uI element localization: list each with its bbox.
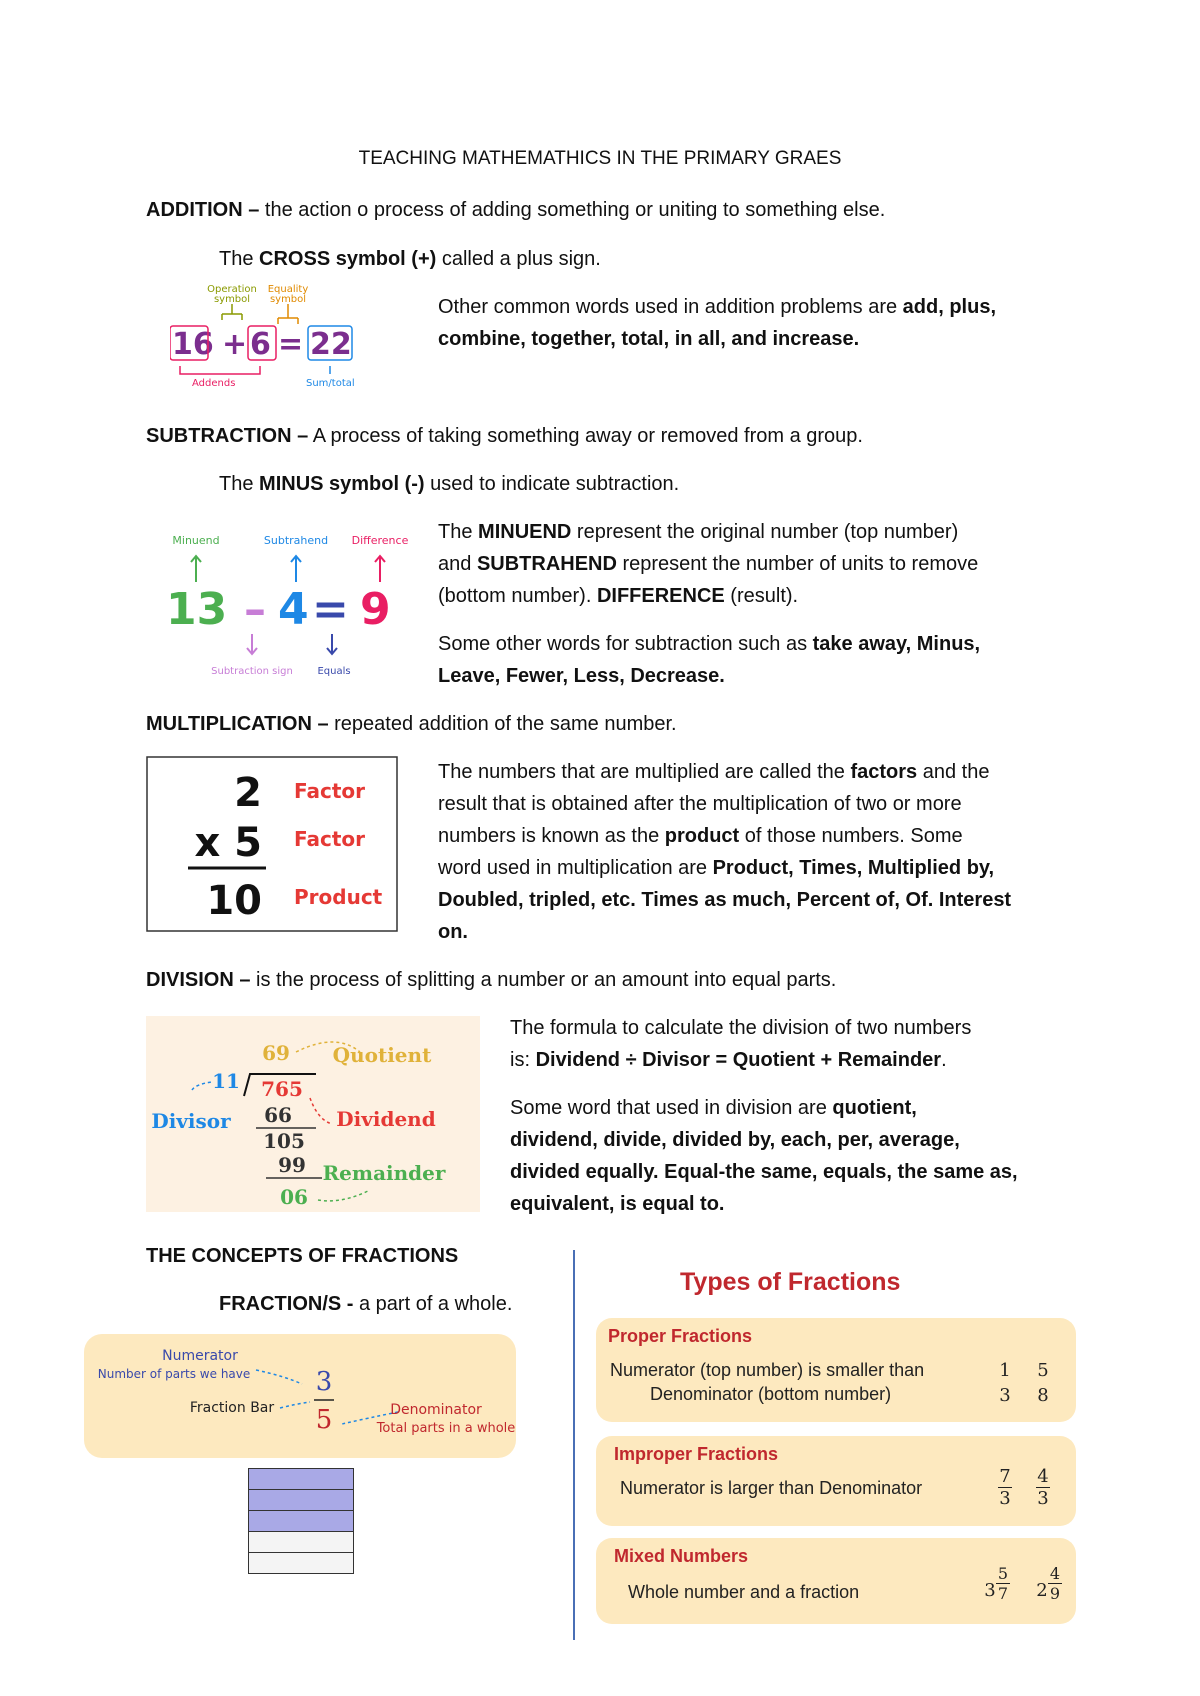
bar-segment — [248, 1553, 354, 1574]
proper-example-1: 1 3 — [999, 1360, 1011, 1406]
subtraction-p2-line1: Some other words for subtraction such as take away, Minus, — [438, 633, 981, 655]
division-heading: DIVISION – — [146, 969, 251, 991]
quotient-label: Quotient — [332, 1043, 432, 1067]
proper-fractions-card — [596, 1318, 1076, 1422]
equals-sign: = — [278, 327, 304, 362]
addition-symbol-line: The CROSS symbol (+) called a plus sign. — [219, 248, 601, 270]
proper-line2: Denominator (bottom number) — [650, 1384, 892, 1404]
improper-line1: Numerator is larger than Denominator — [620, 1478, 923, 1498]
division-words-line1: Some word that used in division are quotient, — [510, 1097, 917, 1119]
addend-2: 6 — [250, 327, 271, 362]
partial-product-1: 66 — [264, 1103, 292, 1127]
factor-1-label: Factor — [294, 779, 366, 803]
mixed-example-1-fraction: $\frac{5}{7}$ — [997, 1564, 1009, 1603]
addition-definition: ADDITION – the action o process of adding something or uniting to something else. — [146, 199, 886, 221]
multiplication-line4: word used in multiplication are Product, Times, Multiplied by, — [438, 857, 995, 879]
subtraction-figure — [160, 530, 420, 680]
factor-1: 2 — [234, 770, 262, 816]
operation-symbol-label: Operation symbol — [207, 284, 257, 305]
multiplication-line3: numbers is known as the product of those numbers. Some — [438, 825, 963, 847]
equals-label: Equals — [317, 666, 351, 677]
denominator: 5 — [315, 1405, 333, 1435]
multiplication-line6: on. — [438, 921, 468, 943]
division-words-line2: dividend, divide, divided by, each, per, average, — [510, 1129, 960, 1151]
mixed-example-2-whole: 2 — [1036, 1580, 1048, 1601]
remainder: 06 — [280, 1185, 308, 1209]
improper-fractions-heading: Improper Fractions — [614, 1444, 779, 1464]
product: 10 — [206, 878, 262, 924]
addition-words-line1: Other common words used in addition problems are add, plus, — [438, 296, 997, 318]
denominator-label: Denominator — [390, 1402, 482, 1418]
bar-segment — [248, 1468, 354, 1490]
multiplication-line2: result that is obtained after the multiplication of two or more — [438, 793, 962, 815]
fraction-parts-figure — [84, 1334, 516, 1458]
partial-dividend: 105 — [263, 1129, 305, 1153]
subtraction-symbol-line: The MINUS symbol (-) used to indicate subtraction. — [219, 473, 680, 495]
proper-line1: Numerator (top number) is smaller than — [610, 1360, 925, 1380]
multiplication-definition: MULTIPLICATION – repeated addition of the same number. — [146, 713, 677, 735]
division-definition: DIVISION – is the process of splitting a number or an amount into equal parts. — [146, 969, 837, 991]
column-divider — [573, 1250, 575, 1640]
minuend-label: Minuend — [172, 534, 220, 547]
divisor-label: Divisor — [151, 1109, 231, 1133]
division-words-line3: divided equally. Equal-the same, equals, the same as, — [510, 1161, 1018, 1183]
fraction-bar-model — [248, 1468, 354, 1574]
dividend: 765 — [261, 1077, 303, 1101]
bar-segment — [248, 1532, 354, 1553]
numerator: 3 — [315, 1367, 333, 1397]
divisor: 11 — [212, 1069, 240, 1093]
mixed-numbers-heading: Mixed Numbers — [614, 1546, 749, 1566]
proper-fractions-heading: Proper Fractions — [608, 1326, 753, 1346]
subtraction-p2-line2: Leave, Fewer, Less, Decrease. — [438, 665, 725, 687]
page-title: TEACHING MATHEMATHICS IN THE PRIMARY GRAES — [358, 148, 842, 169]
equality-symbol-label: Equality symbol — [267, 284, 309, 305]
multiplication-heading: MULTIPLICATION – — [146, 713, 329, 735]
addends-label: Addends — [192, 378, 236, 389]
division-words-line4: equivalent, is equal to. — [510, 1193, 725, 1215]
sum-label: Sum/total — [306, 378, 355, 389]
numerator-label: Numerator — [162, 1348, 238, 1364]
subtrahend-label: Subtrahend — [263, 534, 329, 547]
subtraction-definition: SUBTRACTION – A process of taking something away or removed from a group. — [146, 425, 863, 447]
addend-1: 16 — [172, 327, 214, 362]
bar-segment — [248, 1490, 354, 1511]
subtrahend: 4 — [278, 584, 309, 635]
improper-example-1: $\frac{7}{3}$ — [999, 1466, 1011, 1509]
denominator-description: Total parts in a whole — [376, 1421, 516, 1436]
numerator-description: Number of parts we have — [97, 1367, 251, 1381]
multiplication-line5: Doubled, tripled, etc. Times as much, Percent of, Of. Interest — [438, 889, 1012, 911]
proper-example-2: 5 8 — [1037, 1360, 1049, 1406]
mixed-example-2-fraction: $\frac{4}{9}$ — [1049, 1564, 1061, 1603]
subtraction-p1-line2: and SUBTRAHEND represent the number of units to remove — [438, 553, 979, 575]
multiplication-line1: The numbers that are multiplied are called the factors and the — [438, 761, 990, 783]
mixed-line1: Whole number and a fraction — [628, 1582, 860, 1602]
fraction-bar-label: Fraction Bar — [189, 1400, 275, 1416]
quotient: 69 — [262, 1041, 290, 1065]
bar-segment — [248, 1511, 354, 1532]
sum: 22 — [310, 327, 352, 362]
subtraction-p1-line3: (bottom number). DIFFERENCE (result). — [438, 585, 799, 607]
mixed-numbers-card — [596, 1538, 1076, 1624]
difference-label: Difference — [351, 534, 409, 547]
equals-sign: = — [312, 584, 349, 635]
improper-fractions-card — [596, 1436, 1076, 1526]
plus-sign: + — [222, 327, 248, 362]
subtraction-heading: SUBTRACTION – — [146, 425, 309, 447]
dividend-label: Dividend — [336, 1107, 436, 1131]
types-title: Types of Fractions — [680, 1268, 901, 1296]
minus-sign: – — [244, 584, 266, 635]
addition-words-line2: combine, together, total, in all, and increase. — [438, 328, 860, 350]
factor-2: x 5 — [194, 820, 262, 866]
mixed-example-1-whole: 3 — [984, 1580, 996, 1601]
minuend: 13 — [166, 584, 228, 635]
remainder-label: Remainder — [322, 1161, 446, 1185]
division-figure — [146, 1016, 480, 1212]
improper-example-2: $\frac{4}{3}$ — [1037, 1466, 1049, 1509]
partial-product-2: 99 — [278, 1153, 306, 1177]
fraction-definition: FRACTION/S - a part of a whole. — [219, 1293, 513, 1315]
fractions-heading: THE CONCEPTS OF FRACTIONS — [146, 1245, 459, 1267]
division-formula-line1: The formula to calculate the division of two numbers — [510, 1017, 972, 1039]
difference: 9 — [360, 584, 391, 635]
subtraction-p1-line1: The MINUEND represent the original number (top number) — [438, 521, 959, 543]
addition-figure — [170, 278, 370, 398]
addition-heading: ADDITION – — [146, 199, 260, 221]
product-label: Product — [294, 885, 383, 909]
division-formula-line2: is: Dividend ÷ Divisor = Quotient + Remainder. — [510, 1049, 947, 1071]
multiplication-figure — [146, 756, 398, 932]
subtraction-sign-label: Subtraction sign — [211, 666, 293, 677]
factor-2-label: Factor — [294, 827, 366, 851]
